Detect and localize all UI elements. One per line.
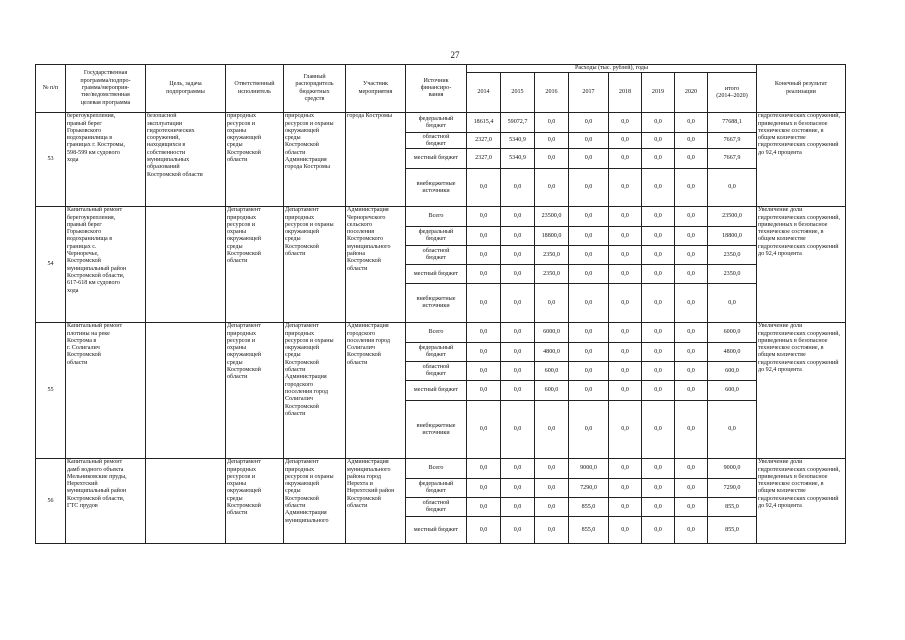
row-number: 55 (36, 323, 66, 459)
funding-source: федеральный бюджет (406, 227, 467, 246)
year-value: 0,0 (535, 479, 569, 498)
header-result: Конечный результат реализации (757, 65, 846, 113)
year-value: 600,0 (535, 381, 569, 401)
year-value: 0,0 (642, 517, 675, 544)
year-value: 0,0 (535, 113, 569, 133)
header-year: 2014 (467, 73, 501, 113)
year-value: 0,0 (675, 401, 708, 459)
year-value: 0,0 (642, 265, 675, 284)
year-value: 0,0 (501, 169, 535, 207)
year-value: 855,0 (569, 517, 609, 544)
year-value: 0,0 (467, 362, 501, 381)
year-value: 0,0 (609, 246, 642, 265)
year-value: 0,0 (609, 343, 642, 362)
year-value: 0,0 (675, 133, 708, 149)
responsible-cell: Департамент природных ресурсов и охраны окружающей среды Костромской области (226, 459, 284, 544)
responsible-cell: природных ресурсов и охраны окружающей среды Костромской области (226, 113, 284, 207)
year-value: 0,0 (501, 343, 535, 362)
header-participant: Участник мероприятия (346, 65, 406, 113)
year-value: 18800,0 (535, 227, 569, 246)
year-value: 0,0 (609, 401, 642, 459)
funding-source: областной бюджет (406, 498, 467, 517)
year-value: 59072,7 (501, 113, 535, 133)
year-value: 0,0 (535, 133, 569, 149)
year-value: 0,0 (569, 246, 609, 265)
year-value: 23500,0 (535, 207, 569, 227)
manager-cell: Департамент природных ресурсов и охраны окружающей среды Костромской области Администрация муниципального (284, 459, 346, 544)
year-value: 0,0 (467, 479, 501, 498)
year-value: 0,0 (642, 401, 675, 459)
funding-source: Всего (406, 207, 467, 227)
year-value: 0,0 (501, 284, 535, 323)
total-value: 4800,0 (708, 343, 757, 362)
total-value: 0,0 (708, 401, 757, 459)
total-value: 23500,0 (708, 207, 757, 227)
year-value: 0,0 (675, 284, 708, 323)
participant-cell: Администрация Черноречского сельского поселения Костромского муниципального района Костромской области (346, 207, 406, 323)
year-value: 0,0 (569, 362, 609, 381)
result-cell: Увеличение доли гидротехнических сооружений, приведенных в безопасное техническое состояние, в общем количестве гидротехнических сооружений до 92,4 процента (757, 207, 846, 323)
year-value: 0,0 (501, 265, 535, 284)
funding-source: федеральный бюджет (406, 343, 467, 362)
year-value: 0,0 (467, 246, 501, 265)
year-value: 0,0 (535, 401, 569, 459)
year-value: 0,0 (675, 459, 708, 479)
year-value: 0,0 (501, 401, 535, 459)
year-value: 7290,0 (569, 479, 609, 498)
year-value: 0,0 (675, 113, 708, 133)
total-value: 855,0 (708, 498, 757, 517)
result-cell: Увеличение доли гидротехнических сооружений, приведенных в безопасное техническое состояние, в общем количестве гидротехнических сооружений до 92,4 процента (757, 459, 846, 544)
year-value: 0,0 (501, 381, 535, 401)
year-value: 600,0 (535, 362, 569, 381)
year-value: 0,0 (501, 227, 535, 246)
header-year: 2015 (501, 73, 535, 113)
year-value: 0,0 (467, 265, 501, 284)
year-value: 0,0 (642, 479, 675, 498)
responsible-cell: Департамент природных ресурсов и охраны окружающей среды Костромской области (226, 207, 284, 323)
year-value: 0,0 (569, 343, 609, 362)
year-value: 0,0 (642, 133, 675, 149)
year-value: 0,0 (609, 133, 642, 149)
year-value: 0,0 (675, 169, 708, 207)
page-number: 27 (450, 50, 460, 60)
year-value: 0,0 (609, 284, 642, 323)
year-value: 0,0 (609, 169, 642, 207)
header-year: 2016 (535, 73, 569, 113)
table-row (36, 323, 846, 343)
header-year: 2017 (569, 73, 609, 113)
year-value: 0,0 (569, 133, 609, 149)
year-value: 0,0 (467, 459, 501, 479)
funding-source: местный бюджет (406, 149, 467, 169)
year-value: 0,0 (609, 207, 642, 227)
year-value: 0,0 (467, 227, 501, 246)
year-value: 9000,0 (569, 459, 609, 479)
header-total: итого (2014–2020) (708, 73, 757, 113)
year-value: 0,0 (675, 207, 708, 227)
year-value: 0,0 (642, 498, 675, 517)
header-manager: Главный распорядитель бюджетных средств (284, 65, 346, 113)
goal-cell (146, 207, 226, 323)
year-value: 0,0 (467, 343, 501, 362)
year-value: 0,0 (675, 479, 708, 498)
year-value: 0,0 (609, 362, 642, 381)
year-value: 0,0 (609, 227, 642, 246)
year-value: 4800,0 (535, 343, 569, 362)
year-value: 0,0 (675, 343, 708, 362)
year-value: 0,0 (501, 498, 535, 517)
row-number: 54 (36, 207, 66, 323)
manager-cell: природных ресурсов и охраны окружающей среды Костромской области Администрация города Костромы (284, 113, 346, 207)
year-value: 0,0 (501, 207, 535, 227)
total-value: 7667,9 (708, 133, 757, 149)
year-value: 0,0 (535, 169, 569, 207)
year-value: 0,0 (569, 323, 609, 343)
year-value: 0,0 (569, 113, 609, 133)
header-year: 2020 (675, 73, 708, 113)
funding-source: Всего (406, 323, 467, 343)
year-value: 0,0 (609, 459, 642, 479)
program-cell: берегоукрепления, правый берег Горьковского водохранилища в границах г. Костромы, 598-599 км судового хода (66, 113, 146, 207)
year-value: 0,0 (642, 459, 675, 479)
year-value: 0,0 (535, 459, 569, 479)
year-value: 0,0 (467, 381, 501, 401)
year-value: 0,0 (675, 227, 708, 246)
year-value: 0,0 (535, 517, 569, 544)
table-row (36, 113, 846, 133)
goal-cell: безопасной эксплуатации гидротехнических сооружений, находящихся в собственности муниципальных образований Костромской области (146, 113, 226, 207)
year-value: 0,0 (569, 401, 609, 459)
year-value: 0,0 (501, 479, 535, 498)
year-value: 0,0 (501, 323, 535, 343)
year-value: 0,0 (609, 113, 642, 133)
funding-source: местный бюджет (406, 265, 467, 284)
year-value: 0,0 (501, 459, 535, 479)
manager-cell: Департамент природных ресурсов и охраны окружающей среды Костромской области Администрация городского поселения город Солигалич Костромской области (284, 323, 346, 459)
year-value: 0,0 (467, 401, 501, 459)
year-value: 0,0 (467, 323, 501, 343)
result-cell: гидротехнических сооружений, приведенных в безопасное техническое состояние, в общем количестве гидротехнических сооружений до 92,4 процента (757, 113, 846, 207)
year-value: 0,0 (642, 381, 675, 401)
header-year: 2018 (609, 73, 642, 113)
program-cell: Капитальный ремонт плотины на реке Кострома в г. Солигалич Костромской области (66, 323, 146, 459)
year-value: 0,0 (609, 265, 642, 284)
year-value: 0,0 (642, 284, 675, 323)
manager-cell: Департамент природных ресурсов и охраны окружающей среды Костромской области (284, 207, 346, 323)
year-value: 2350,0 (535, 265, 569, 284)
year-value: 0,0 (675, 498, 708, 517)
year-value: 0,0 (467, 517, 501, 544)
year-value: 0,0 (675, 381, 708, 401)
year-value: 0,0 (501, 246, 535, 265)
total-value: 2350,0 (708, 246, 757, 265)
year-value: 0,0 (675, 246, 708, 265)
header-program: Государственная программа/подпро- грамма/мероприя- тие/ведомственная целевая программа (66, 65, 146, 113)
funding-source: местный бюджет (406, 517, 467, 544)
year-value: 0,0 (569, 149, 609, 169)
funding-source: областной бюджет (406, 362, 467, 381)
header-num: № п/п (36, 65, 66, 113)
program-cell: Капитальный ремонт берегоукрепления, правый берег Горьковского водохранилища в границах с. Черноречье, Костромской муниципальный район Костромской области, 617-618 км судового хода (66, 207, 146, 323)
year-value: 0,0 (569, 265, 609, 284)
total-value: 7667,9 (708, 149, 757, 169)
year-value: 6000,0 (535, 323, 569, 343)
year-value: 0,0 (675, 149, 708, 169)
year-value: 2327,0 (467, 133, 501, 149)
year-value: 0,0 (642, 113, 675, 133)
participant-cell: Администрация городского поселения город Солигалич Костромской области (346, 323, 406, 459)
header-source: Источник финансиро- вания (406, 65, 467, 113)
year-value: 0,0 (642, 149, 675, 169)
table-body (36, 113, 846, 544)
total-value: 18800,0 (708, 227, 757, 246)
header-goal: Цель, задача подпрограммы (146, 65, 226, 113)
year-value: 0,0 (642, 207, 675, 227)
total-value: 600,0 (708, 381, 757, 401)
funding-source: Всего (406, 459, 467, 479)
total-value: 855,0 (708, 517, 757, 544)
year-value: 0,0 (642, 169, 675, 207)
year-value: 0,0 (642, 227, 675, 246)
header-year: 2019 (642, 73, 675, 113)
year-value: 0,0 (609, 498, 642, 517)
total-value: 77688,1 (708, 113, 757, 133)
expenses-table (35, 64, 846, 544)
year-value: 855,0 (569, 498, 609, 517)
funding-source: внебюджетные источники (406, 284, 467, 323)
year-value: 0,0 (501, 517, 535, 544)
year-value: 0,0 (535, 284, 569, 323)
year-value: 0,0 (535, 149, 569, 169)
row-number: 56 (36, 459, 66, 544)
year-value: 0,0 (467, 207, 501, 227)
year-value: 5340,9 (501, 149, 535, 169)
year-value: 0,0 (609, 149, 642, 169)
year-value: 0,0 (642, 343, 675, 362)
year-value: 0,0 (609, 323, 642, 343)
year-value: 0,0 (642, 246, 675, 265)
funding-source: областной бюджет (406, 246, 467, 265)
year-value: 2350,0 (535, 246, 569, 265)
funding-source: внебюджетные источники (406, 401, 467, 459)
total-value: 6000,0 (708, 323, 757, 343)
year-value: 0,0 (569, 381, 609, 401)
year-value: 0,0 (569, 284, 609, 323)
table-row (36, 459, 846, 479)
year-value: 0,0 (467, 284, 501, 323)
year-value: 0,0 (609, 517, 642, 544)
year-value: 0,0 (642, 323, 675, 343)
funding-source: областной бюджет (406, 133, 467, 149)
funding-source: федеральный бюджет (406, 479, 467, 498)
year-value: 0,0 (569, 169, 609, 207)
participant-cell: Администрация муниципального района город Нерехта и Нерехтский район Костромской области (346, 459, 406, 544)
year-value: 0,0 (642, 362, 675, 381)
year-value: 0,0 (675, 517, 708, 544)
year-value: 18615,4 (467, 113, 501, 133)
funding-source: внебюджетные источники (406, 169, 467, 207)
year-value: 0,0 (675, 265, 708, 284)
year-value: 0,0 (569, 207, 609, 227)
total-value: 2350,0 (708, 265, 757, 284)
year-value: 2327,0 (467, 149, 501, 169)
total-value: 9000,0 (708, 459, 757, 479)
row-number: 53 (36, 113, 66, 207)
year-value: 0,0 (675, 362, 708, 381)
funding-source: местный бюджет (406, 381, 467, 401)
goal-cell (146, 323, 226, 459)
year-value: 0,0 (569, 227, 609, 246)
year-value: 0,0 (609, 381, 642, 401)
year-value: 0,0 (675, 323, 708, 343)
total-value: 7290,0 (708, 479, 757, 498)
total-value: 600,0 (708, 362, 757, 381)
responsible-cell: Департамент природных ресурсов и охраны окружающей среды Костромской области (226, 323, 284, 459)
total-value: 0,0 (708, 169, 757, 207)
year-value: 0,0 (535, 498, 569, 517)
table-row (36, 207, 846, 227)
participant-cell: города Костромы (346, 113, 406, 207)
total-value: 0,0 (708, 284, 757, 323)
header-responsible: Ответственный исполнитель (226, 65, 284, 113)
program-cell: Капитальный ремонт дамб водного объекта Мельниковские пруды, Нерехтский муниципальный район Костромской области, ГТС прудов (66, 459, 146, 544)
goal-cell (146, 459, 226, 544)
year-value: 0,0 (467, 169, 501, 207)
funding-source: федеральный бюджет (406, 113, 467, 133)
year-value: 5340,9 (501, 133, 535, 149)
year-value: 0,0 (467, 498, 501, 517)
year-value: 0,0 (501, 362, 535, 381)
result-cell: Увеличение доли гидротехнических сооружений, приведенных в безопасное техническое состояние, в общем количестве гидротехнических сооружений до 92,4 процента (757, 323, 846, 459)
year-value: 0,0 (609, 479, 642, 498)
header-expenses: Расходы (тыс. рублей), годы (467, 65, 757, 73)
